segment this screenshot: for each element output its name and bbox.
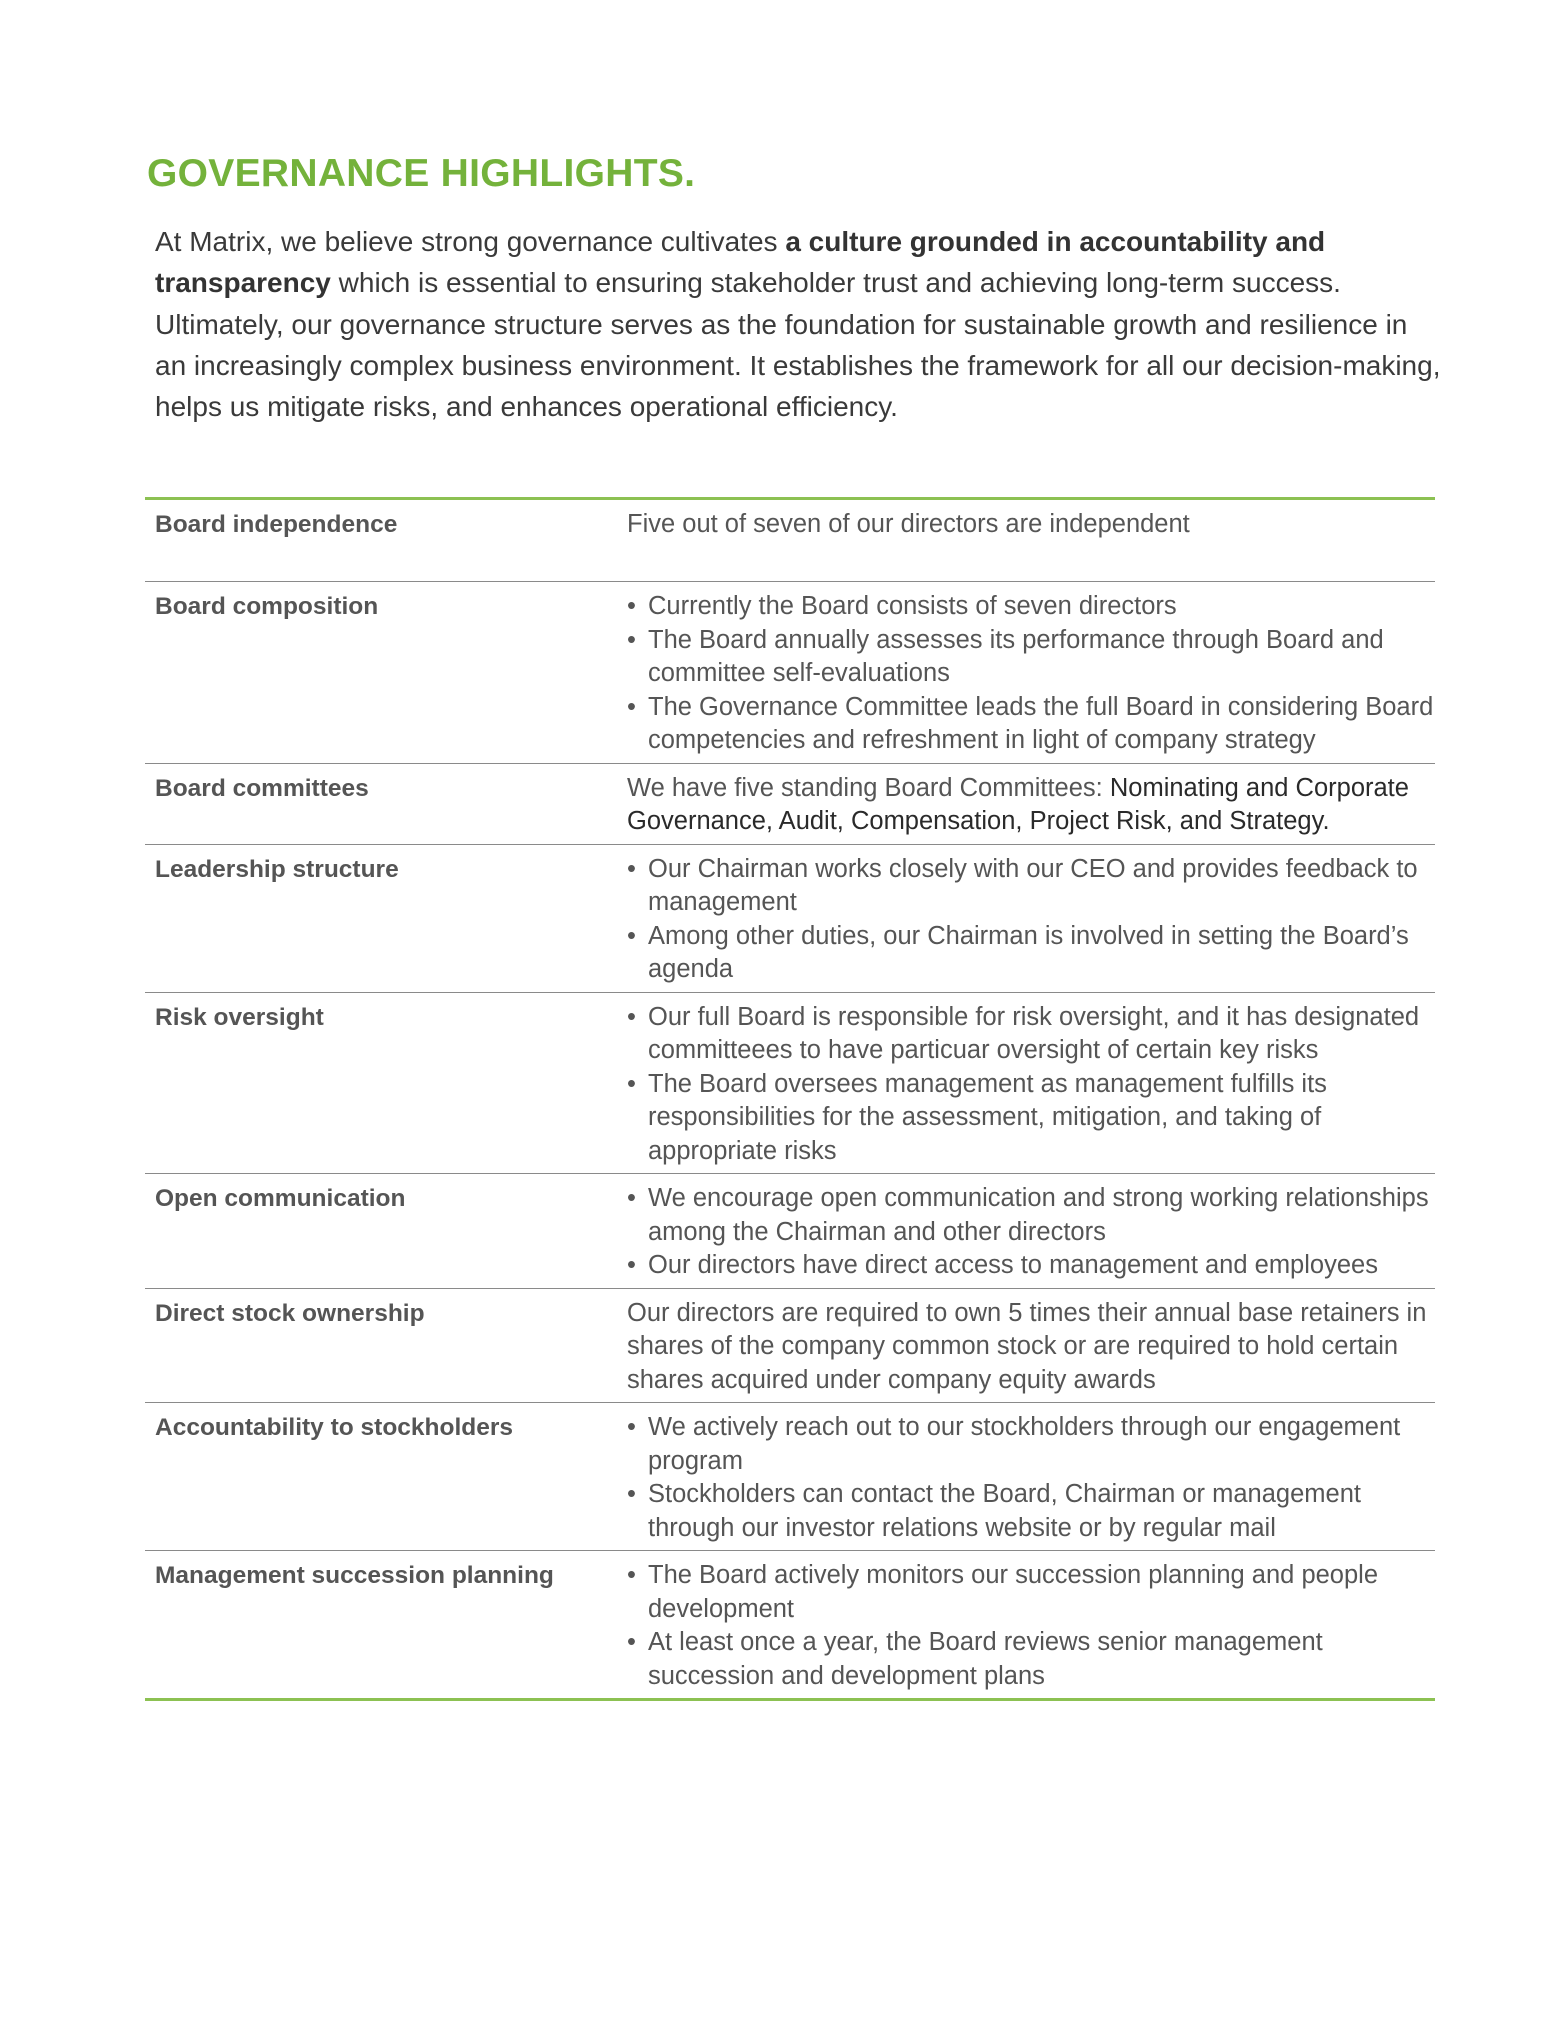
bullet-item [627, 590, 1435, 624]
row-content [627, 590, 1435, 758]
table-row-board-independence [145, 500, 1435, 581]
bullet-text: Currently the Board consists of seven directors [648, 592, 1177, 620]
bullet-list [627, 853, 1435, 987]
bullet-item [627, 1559, 1435, 1626]
bullet-item [627, 1478, 1435, 1545]
row-content: Five out of seven of our directors are independent [627, 510, 1190, 538]
row-label: Open communication [155, 1185, 406, 1212]
bullet-item [627, 1068, 1435, 1169]
bullet-text: Our full Board is responsible for risk oversight, and it has designated committeees to have particuar oversight of certain key risks [648, 1002, 1420, 1064]
bullet-dot: • [627, 1002, 636, 1031]
row-content [627, 853, 1435, 987]
page-title: GOVERNANCE HIGHLIGHTS. [147, 152, 696, 195]
table-row-board-composition [145, 581, 1435, 763]
bullet-dot: • [627, 1413, 636, 1441]
table-row-management-succession-planning [145, 1550, 1435, 1698]
row-content [627, 1001, 1435, 1169]
row-content: Our directors are required to own 5 times their annual base retainers in shares of the company common stock or are required to hold certain shares acquired under company equity awards [627, 1298, 1427, 1394]
bullet-text: Stockholders can contact the Board, Chairman or management through our investor relations website or by regular mail [648, 1480, 1361, 1542]
bullet-dot: • [627, 592, 636, 620]
intro-text-start: At Matrix, we believe strong governance cultivates [155, 226, 786, 257]
bullet-dot: • [627, 921, 636, 950]
bullet-text: The Governance Committee leads the full Board in considering Board competencies and refreshment in light of company strategy [648, 692, 1434, 754]
bullet-dot: • [627, 692, 636, 721]
table-row-leadership-structure [145, 844, 1435, 992]
bullet-list [627, 1559, 1435, 1693]
row-label: Accountability to stockholders [155, 1414, 514, 1441]
table-row-risk-oversight [145, 992, 1435, 1174]
bullet-text: The Board actively monitors our succession planning and people development [648, 1561, 1379, 1623]
table-row-board-committees [145, 763, 1435, 844]
row-label: Board committees [155, 774, 369, 802]
row-label: Board composition [155, 593, 379, 620]
bullet-text: Our Chairman works closely with our CEO and provides feedback to management [648, 854, 1418, 916]
row-label: Leadership structure [155, 855, 399, 883]
bullet-dot: • [627, 1561, 636, 1589]
table-row-accountability-to-stockholders [145, 1402, 1435, 1550]
row-content [627, 1559, 1435, 1693]
intro-bold-text: a culture grounded in accountability and transparency [155, 226, 1326, 299]
bullet-text: Among other duties, our Chairman is involved in setting the Board’s agenda [648, 921, 1409, 983]
bullet-item [627, 920, 1435, 987]
row-label: Board independence [155, 511, 398, 538]
bullet-dot: • [627, 1628, 636, 1656]
bullet-text: Our directors have direct access to management and employees [648, 1251, 1378, 1279]
row-content [627, 1411, 1435, 1545]
bullet-list [627, 1182, 1435, 1283]
bullet-dot: • [627, 1480, 636, 1508]
bullet-item [627, 1001, 1435, 1068]
bullet-item [627, 1249, 1435, 1283]
governance-table [145, 497, 1435, 1701]
table-row-direct-stock-ownership [145, 1288, 1435, 1403]
bullet-dot: • [627, 1251, 636, 1279]
bullet-text: We actively reach out to our stockholders through our engagement program [648, 1413, 1401, 1475]
committees-lead: We have five standing Board Committees: [627, 773, 1110, 802]
bullet-dot: • [627, 854, 636, 883]
bullet-item [627, 1411, 1435, 1478]
bullet-item [627, 1182, 1435, 1249]
bullet-text: The Board oversees management as management fulfills its responsibilities for the assessment, mitigation, and taking of appropriate risks [648, 1069, 1327, 1165]
bullet-list [627, 1411, 1435, 1545]
row-label: Direct stock ownership [155, 1299, 425, 1327]
bullet-text: The Board annually assesses its performance through Board and committee self-evaluations [648, 625, 1384, 687]
bullet-text: We encourage open communication and strong working relationships among the Chairman and other directors [648, 1184, 1429, 1246]
table-row-open-communication [145, 1173, 1435, 1288]
intro-paragraph [155, 221, 1445, 427]
bullet-item [627, 853, 1435, 920]
bullet-dot: • [627, 1184, 636, 1212]
bullet-list [627, 590, 1435, 758]
bullet-item [627, 1626, 1435, 1693]
bullet-text: At least once a year, the Board reviews senior management succession and development plans [648, 1628, 1323, 1690]
bullet-dot: • [627, 1069, 636, 1098]
bullet-dot: • [627, 625, 636, 654]
bullet-item [627, 624, 1435, 691]
row-label: Risk oversight [155, 1003, 324, 1031]
row-content [627, 1182, 1435, 1283]
intro-text-end: which is essential to ensuring stakeholder trust and achieving long-term success. Ultimately, our governance structure serves as the foundation for sustainable growth and resilience in an increasingly complex business environment. It establishes the framework for all our decision-making, helps us mitigate risks, and enhances operational efficiency. [155, 267, 1441, 423]
bullet-item [627, 691, 1435, 758]
bullet-list [627, 1001, 1435, 1169]
committees-list: Nominating and Corporate Governance, Audit, Compensation, Project Risk, and Strategy. [627, 773, 1409, 835]
row-content [627, 772, 1435, 839]
row-label: Management succession planning [155, 1562, 554, 1589]
